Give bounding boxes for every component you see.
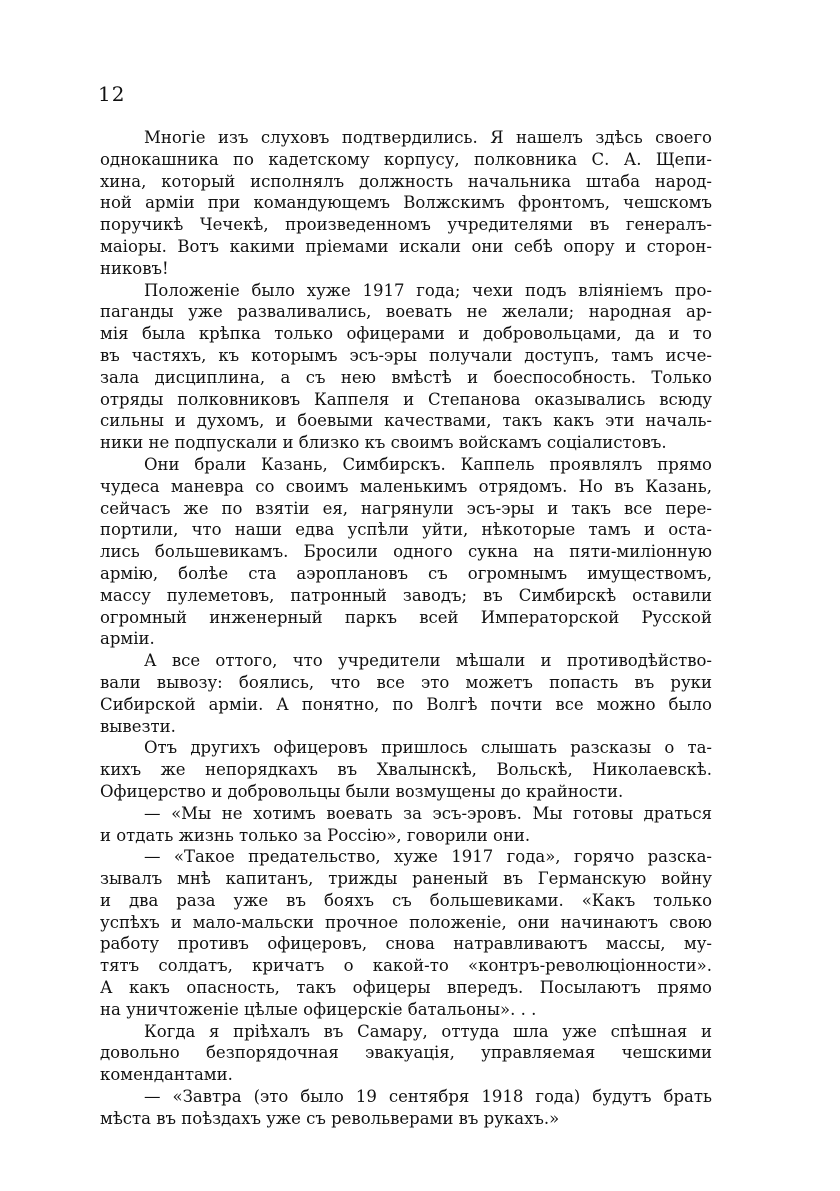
paragraph	[100, 650, 712, 737]
text-line: зывалъ мнѣ капитанъ, трижды раненый въ Германскую войну	[100, 869, 712, 889]
paragraph	[100, 1021, 712, 1086]
text-line: работу противъ офицеровъ, снова натравливаютъ массы, му-	[100, 934, 712, 954]
text-line: мѣста въ поѣздахъ уже съ револьверами въ рукахъ.»	[100, 1108, 560, 1128]
text-line: успѣхъ и мало-мальски прочное положеніе, они начинаютъ свою	[100, 912, 712, 932]
text-line: Отъ другихъ офицеровъ пришлось слышать разсказы о та-	[144, 738, 712, 758]
text-line: вывезти.	[100, 716, 176, 736]
text-line: лись большевикамъ. Бросили одного сукна на пяти-миліонную	[100, 542, 712, 562]
text-line: поручикѣ Чечекѣ, произведенномъ учредителями въ генералъ-	[100, 215, 712, 235]
text-line: огромный инженерный паркъ всей Императорской Русской	[100, 607, 712, 627]
paragraph	[100, 280, 712, 454]
text-line: зала дисциплина, а съ нею вмѣстѣ и боеспособность. Только	[100, 367, 712, 387]
text-line: однокашника по кадетскому корпусу, полковника С. А. Щепи-	[100, 149, 712, 169]
text-line: никовъ!	[100, 258, 169, 278]
text-line: Положеніе было хуже 1917 года; чехи подъ вліяніемъ про-	[144, 280, 712, 300]
text-line: А все оттого, что учредители мѣшали и противодѣйство-	[144, 651, 712, 671]
text-line: Сибирской арміи. А понятно, по Волгѣ почти все можно было	[100, 694, 712, 714]
text-line: на уничтоженіе цѣлые офицерскіе батальоны». . .	[100, 999, 537, 1019]
text-line: вали вывозу: боялись, что все это можетъ попасть въ руки	[100, 672, 712, 692]
text-line: сейчасъ же по взятіи ея, нагрянули эсъ-эры и такъ все пере-	[100, 498, 712, 518]
text-line: ники не подпускали и близко къ своимъ войскамъ соціалистовъ.	[100, 433, 667, 453]
text-line: армію, болѣе ста аэроплановъ съ огромнымъ имуществомъ,	[100, 563, 712, 583]
text-line: и два раза уже въ бояхъ съ большевиками. «Какъ только	[100, 890, 712, 910]
text-line: Офицерство и добровольцы были возмущены до крайности.	[100, 781, 624, 801]
text-line: массу пулеметовъ, патронный заводъ; въ Симбирскѣ оставили	[100, 585, 712, 605]
text-line: отряды полковниковъ Каппеля и Степанова оказывались всюду	[100, 389, 712, 409]
page-text	[100, 127, 712, 1130]
text-line: ной арміи при командующемъ Волжскимъ фронтомъ, чешскомъ	[100, 193, 712, 213]
text-line: А какъ опасность, такъ офицеры впередъ. Посылаютъ прямо	[100, 978, 712, 998]
paragraph	[100, 454, 712, 650]
paragraph	[100, 803, 712, 847]
text-line: — «Такое предательство, хуже 1917 года», горячо разска-	[144, 847, 712, 867]
page-number: 12	[98, 82, 126, 106]
text-line: мія была крѣпка только офицерами и добровольцами, да и то	[100, 324, 712, 344]
text-line: кихъ же непорядкахъ въ Хвалынскѣ, Вольскѣ, Николаевскѣ.	[100, 760, 712, 780]
text-line: Они брали Казань, Симбирскъ. Каппель проявлялъ прямо	[144, 454, 712, 474]
text-line: — «Мы не хотимъ воевать за эсъ-эровъ. Мы готовы драться	[144, 803, 712, 823]
paragraph	[100, 737, 712, 802]
text-line: комендантами.	[100, 1065, 233, 1085]
text-line: паганды уже разваливались, воевать не желали; народная ар-	[100, 302, 712, 322]
text-line: Многіе изъ слуховъ подтвердились. Я нашелъ здѣсь своего	[144, 128, 712, 147]
text-line: довольно безпорядочная эвакуація, управляемая чешскими	[100, 1043, 712, 1063]
paragraph	[100, 127, 712, 280]
text-line: портили, что наши едва успѣли уйти, нѣкоторые тамъ и оста-	[100, 520, 712, 540]
paragraph	[100, 1086, 712, 1130]
text-line: и отдать жизнь только за Россію», говорили они.	[100, 825, 531, 845]
text-line: маіоры. Вотъ какими пріемами искали они себѣ опору и сторон-	[100, 236, 712, 256]
text-line: въ частяхъ, къ которымъ эсъ-эры получали доступъ, тамъ исче-	[100, 345, 712, 365]
text-line: хина, который исполнялъ должность начальника штаба народ-	[100, 171, 712, 191]
text-line: Когда я пріѣхалъ въ Самару, оттуда шла уже спѣшная и	[144, 1021, 712, 1041]
text-line: чудеса маневра со своимъ маленькимъ отрядомъ. Но въ Казань,	[100, 476, 712, 496]
text-line: арміи.	[100, 629, 155, 649]
text-line: — «Завтра (это было 19 сентября 1918 года) будутъ брать	[144, 1087, 712, 1107]
text-line: тятъ солдатъ, кричатъ о какой-то «контръ-революціонности».	[100, 956, 712, 976]
paragraph	[100, 846, 712, 1020]
text-line: сильны и духомъ, и боевыми качествами, такъ какъ эти началь-	[100, 411, 712, 431]
